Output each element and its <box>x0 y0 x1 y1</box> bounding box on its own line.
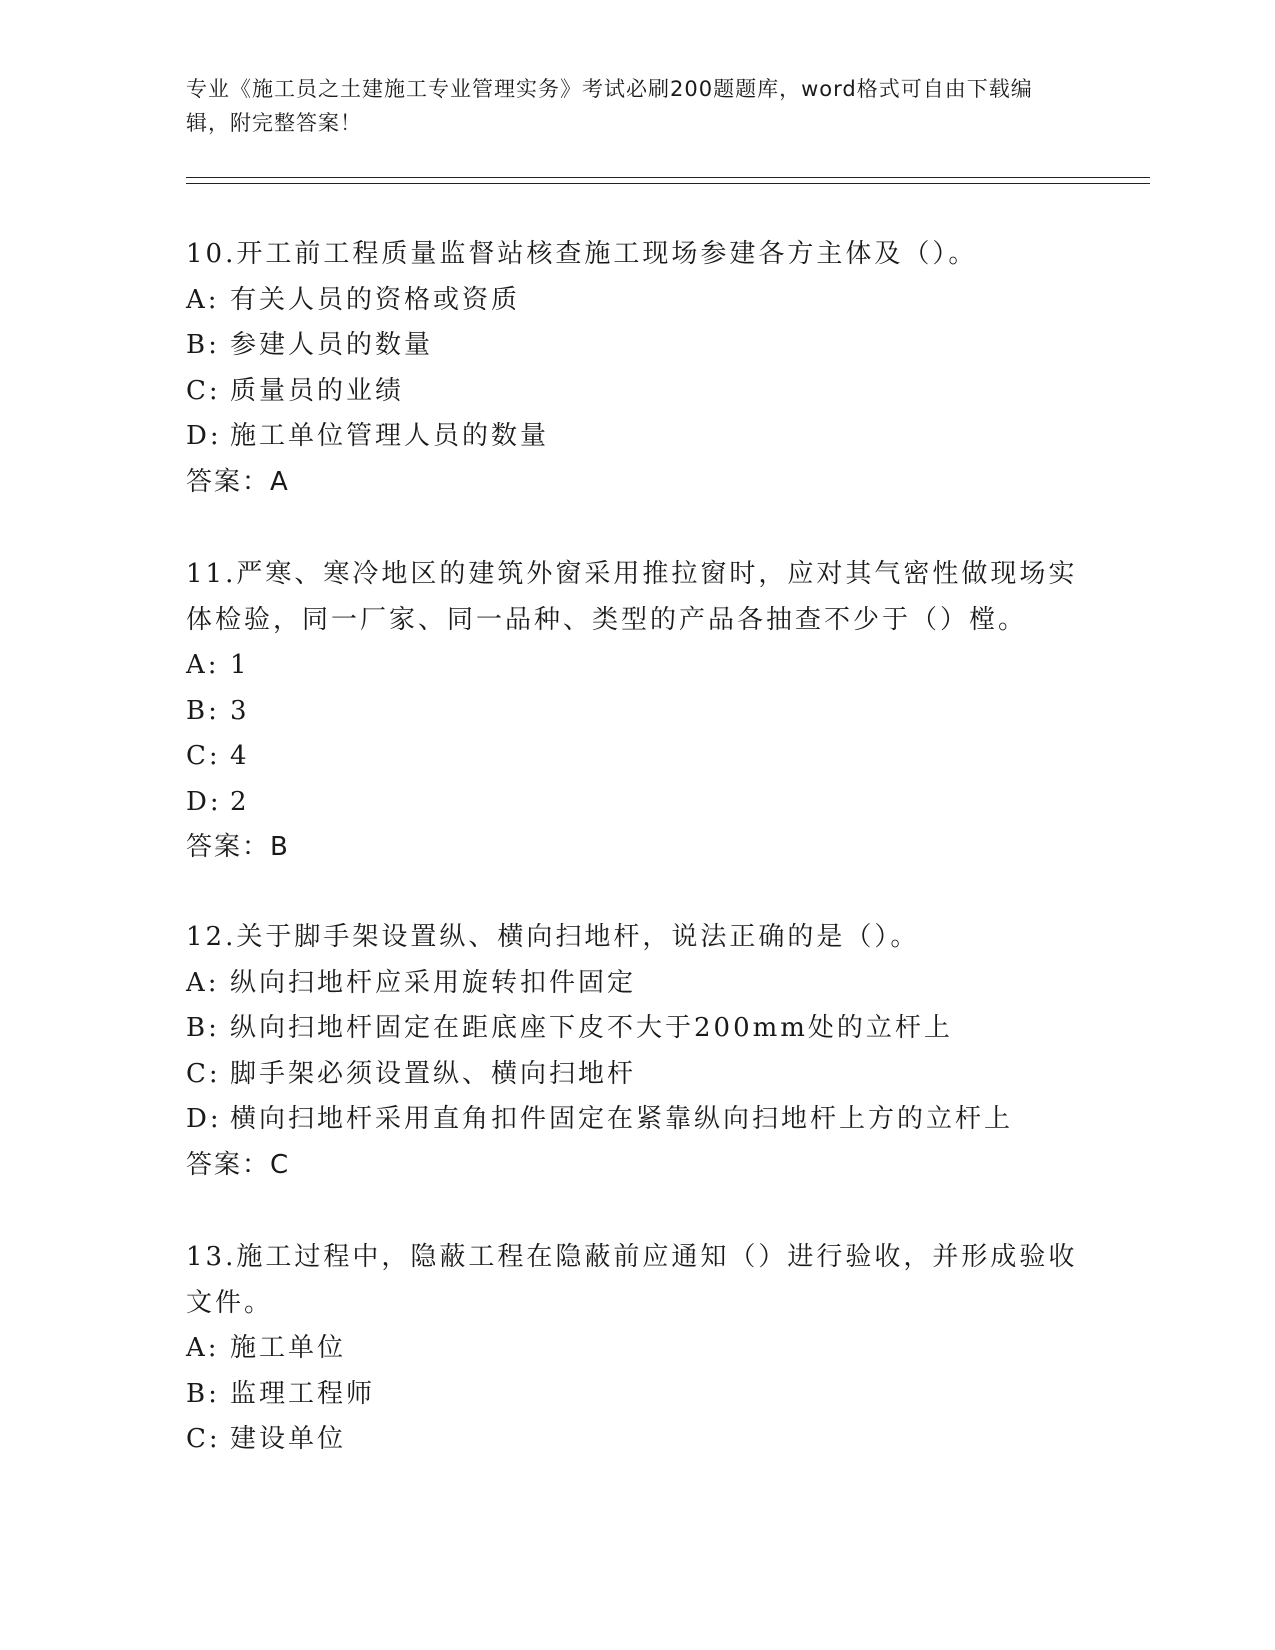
option-c <box>186 734 1086 780</box>
option-key: B: <box>186 695 220 726</box>
question-13 <box>186 1235 1086 1463</box>
option-key: C: <box>186 1058 221 1089</box>
question-stem: 10.开工前工程质量监督站核查施工现场参建各方主体及（）。 <box>186 239 978 269</box>
option-text: 4 <box>230 741 250 771</box>
option-key: B: <box>186 330 220 360</box>
option-text: 监理工程师 <box>230 1378 376 1409</box>
document-header <box>186 72 1066 140</box>
option-text: 参建人员的数量 <box>230 330 434 360</box>
option-c <box>186 1417 1086 1463</box>
option-text: 施工单位管理人员的数量 <box>230 421 550 451</box>
question-stem: 12.关于脚手架设置纵、横向扫地杆，说法正确的是（）。 <box>186 922 920 952</box>
header-text: 专业《施工员之土建施工专业管理实务》考试必刷200题题库，word格式可自由下载编辑，附完整答案！ <box>186 77 1033 135</box>
option-c <box>186 1052 1086 1098</box>
option-text: 2 <box>230 786 250 817</box>
option-b <box>186 1006 1086 1052</box>
answer: 答案：B <box>186 832 290 862</box>
option-key: C: <box>186 375 221 406</box>
option-key: D: <box>186 1104 222 1134</box>
option-text: 质量员的业绩 <box>230 375 405 406</box>
option-key: C: <box>186 741 221 771</box>
option-a <box>186 961 1086 1007</box>
option-d <box>186 780 1086 826</box>
option-key: B: <box>186 1013 220 1043</box>
option-key: A: <box>186 1333 220 1363</box>
option-key: A: <box>186 967 220 998</box>
option-key: A: <box>186 284 220 315</box>
option-key: A: <box>186 650 220 680</box>
question-11 <box>186 552 1086 871</box>
answer: 答案：C <box>186 1149 291 1180</box>
option-key: C: <box>186 1424 221 1454</box>
option-a <box>186 643 1086 689</box>
option-text: 1 <box>230 650 250 680</box>
option-d <box>186 1097 1086 1143</box>
option-b <box>186 689 1086 735</box>
question-stem: 13.施工过程中，隐蔽工程在隐蔽前应通知（）进行验收，并形成验收文件。 <box>186 1242 1078 1318</box>
option-text: 有关人员的资格或资质 <box>230 284 521 315</box>
option-a <box>186 1326 1086 1372</box>
option-text: 脚手架必须设置纵、横向扫地杆 <box>230 1058 637 1089</box>
option-key: D: <box>186 786 222 817</box>
header-divider-bottom <box>186 183 1150 184</box>
question-stem: 11.严寒、寒冷地区的建筑外窗采用推拉窗时，应对其气密性做现场实体检验，同一厂家、同一品种、类型的产品各抽查不少于（）樘。 <box>186 559 1078 635</box>
option-text: 3 <box>230 695 250 726</box>
header-divider-top <box>186 177 1150 178</box>
option-key: B: <box>186 1378 220 1409</box>
option-text: 纵向扫地杆应采用旋转扣件固定 <box>230 967 637 998</box>
option-b <box>186 323 1086 369</box>
question-12 <box>186 915 1086 1188</box>
option-text: 纵向扫地杆固定在距底座下皮不大于200mm处的立杆上 <box>230 1013 953 1043</box>
option-d <box>186 414 1086 460</box>
option-text: 建设单位 <box>230 1424 347 1454</box>
option-b <box>186 1372 1086 1418</box>
option-text: 横向扫地杆采用直角扣件固定在紧靠纵向扫地杆上方的立杆上 <box>230 1104 1014 1134</box>
option-c <box>186 369 1086 415</box>
question-10 <box>186 232 1086 505</box>
option-key: D: <box>186 421 222 451</box>
option-text: 施工单位 <box>230 1333 347 1363</box>
answer: 答案：A <box>186 466 290 497</box>
option-a <box>186 278 1086 324</box>
